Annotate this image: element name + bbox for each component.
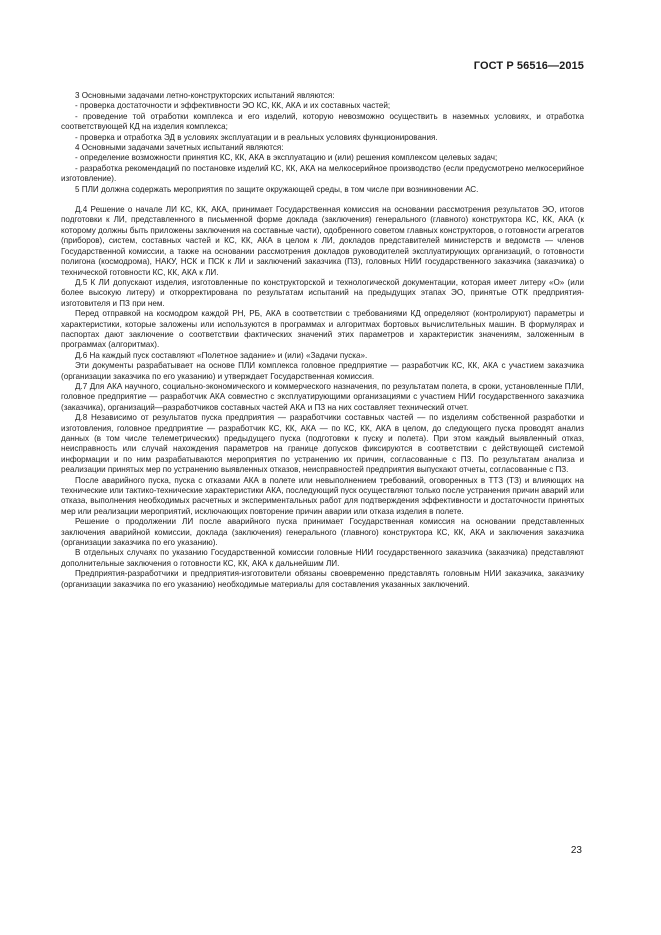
paragraph: Предприятия-разработчики и предприятия-изготовители обязаны своевременно представлять головным НИИ заказчика, заказчику (организации заказчика по его указанию) необходимые материалы для составления указанных заключений.	[61, 569, 584, 589]
paragraph: После аварийного пуска, пуска с отказами АКА в полете или невыполнением требований, оговоренных в ТТЗ (ТЗ) и влияющих на технические или тактико-технические характеристики АКА, последующий пуск осуществляют только после устранения причин аварий или отказа, выполнения необходимых расчетных и экспериментальных работ для подтверждения эффективности и достаточности принятых мер или реализации мероприятий, исключающих повторение причин аварии или отказа изделия в полете.	[61, 475, 584, 516]
paragraph: Решение о продолжении ЛИ после аварийного пуска принимает Государственная комиссия на основании представленных заключения аварийной комиссии, доклада (заключения) генерального (главного) конструктора КС, КК, АКА и заключения заказчика (организации заказчика по его указанию).	[61, 517, 584, 548]
paragraph: Д.4 Решение о начале ЛИ КС, КК, АКА, принимает Государственная комиссия на основании рассмотрения результатов ЭО, итогов подготовки к ЛИ, представленного в письменной форме доклада (заключения) генерального (главного) конструктора КС, КК, АКА (к которому должны быть приложены заключения на составные части), одобренного советом главных конструкторов, о готовности агрегатов (приборов), систем, составных частей и КС, КК, АКА в целом к ЛИ, докладов представителей министерств и ведомств — членов Государственной комиссии, а также на основании рассмотрения докладов руководителей эксплуатирующих организаций, о готовности полигона (космодрома), НАКУ, НСК и ПСК к ЛИ и заключений заказчика (ПЗ), головных НИИ государственного заказчика (заказчика) о технической готовности КС, КК, АКА к ЛИ.	[61, 205, 584, 277]
paragraph: - проверка достаточности и эффективности ЭО КС, КК, АКА и их составных частей;	[75, 101, 391, 111]
paragraph: 4 Основными задачами зачетных испытаний являются:	[75, 143, 284, 153]
paragraph: 5 ПЛИ должна содержать мероприятия по защите окружающей среды, в том числе при возникновении АС.	[75, 184, 479, 194]
paragraph: - разработка рекомендаций по постановке изделий КС, КК, АКА на мелкосерийное производство (если предусмотрено мелкосерийное изготовление).	[61, 163, 584, 184]
body-text	[61, 91, 584, 590]
paragraph: - проверка и отработка ЭД в условиях эксплуатации и в реальных условиях функционирования.	[75, 132, 438, 142]
paragraph: Эти документы разрабатывает на основе ПЛИ комплекса головное предприятие — разработчик КС, КК, АКА с участием заказчика (организации заказчика по его указанию) и утверждает Государственная комиссия.	[61, 361, 584, 381]
paragraph: Д.8 Независимо от результатов пуска предприятия — разработчики составных частей — по изделиям собственной разработки и изготовления, головное предприятие — разработчик КС, КК, АКА — по КС, КК, АКА в целом, до следующего пуска проводят анализ данных (в том числе телеметрических) предыдущего пуска (подготовки к пуску и полета). При этом каждый выявленный отказ, неисправность или случай нахождения параметров на границе допусков фиксируются в соответствии с действующей системой информации и по ним разрабатываются мероприятия по устранению их причин, согласованные с ПЗ. По результатам анализа и реализации принятых мер по устранению выявленных отказов, неисправностей предприятия выпускают отчеты, согласованные с ПЗ.	[61, 413, 584, 475]
paragraph: - определение возможности принятия КС, КК, АКА в эксплуатацию и (или) решения комплексом целевых задач;	[75, 153, 498, 163]
paragraph: Д.6 На каждый пуск составляют «Полетное задание» и (или) «Задачи пуска».	[75, 350, 368, 360]
paragraph: Перед отправкой на космодром каждой РН, РБ, АКА в соответствии с требованиями КД определяют (контролируют) параметры и характеристики, которые заложены или используются в программах и алгоритмах бортовых вычислительных машин. В формулярах и паспортах дают заключение о соответствии фактических значений этих параметров и характеристик значениям, заложенным в программах (алгоритмах).	[61, 309, 584, 350]
paragraph: Д.5 К ЛИ допускают изделия, изготовленные по конструкторской и технологической документации, которая имеет литеру «О» (или более высокую литеру) и откорректирована по результатам испытаний на предыдущих этапах ЭО, принятые ОТК предприятия-изготовителя и ПЗ при нем.	[61, 277, 584, 308]
paragraph: - проведение той отработки комплекса и его изделий, которую невозможно осуществить в наземных условиях, и отработка соответствующей КД на изделия комплекса;	[61, 111, 584, 132]
document-number: ГОСТ Р 56516—2015	[473, 60, 584, 72]
paragraph: В отдельных случаях по указанию Государственной комиссии головные НИИ государственного заказчика (заказчика) представляют дополнительные заключения о готовности КС, КК, АКА к дальнейшим ЛИ.	[61, 548, 584, 568]
page-number: 23	[570, 845, 582, 856]
paragraph: 3 Основными задачами летно-конструкторских испытаний являются:	[75, 91, 335, 100]
paragraph: Д.7 Для АКА научного, социально-экономического и коммерческого назначения, по результатам полета, в сроки, установленные ПЛИ, головное предприятие — разработчик АКА совместно с эксплуатирующими организациями с участием НИИ государственного заказчика (заказчика), организаций—разработчиков составных частей АКА и ПЗ на них составляет технический отчет.	[61, 381, 584, 412]
